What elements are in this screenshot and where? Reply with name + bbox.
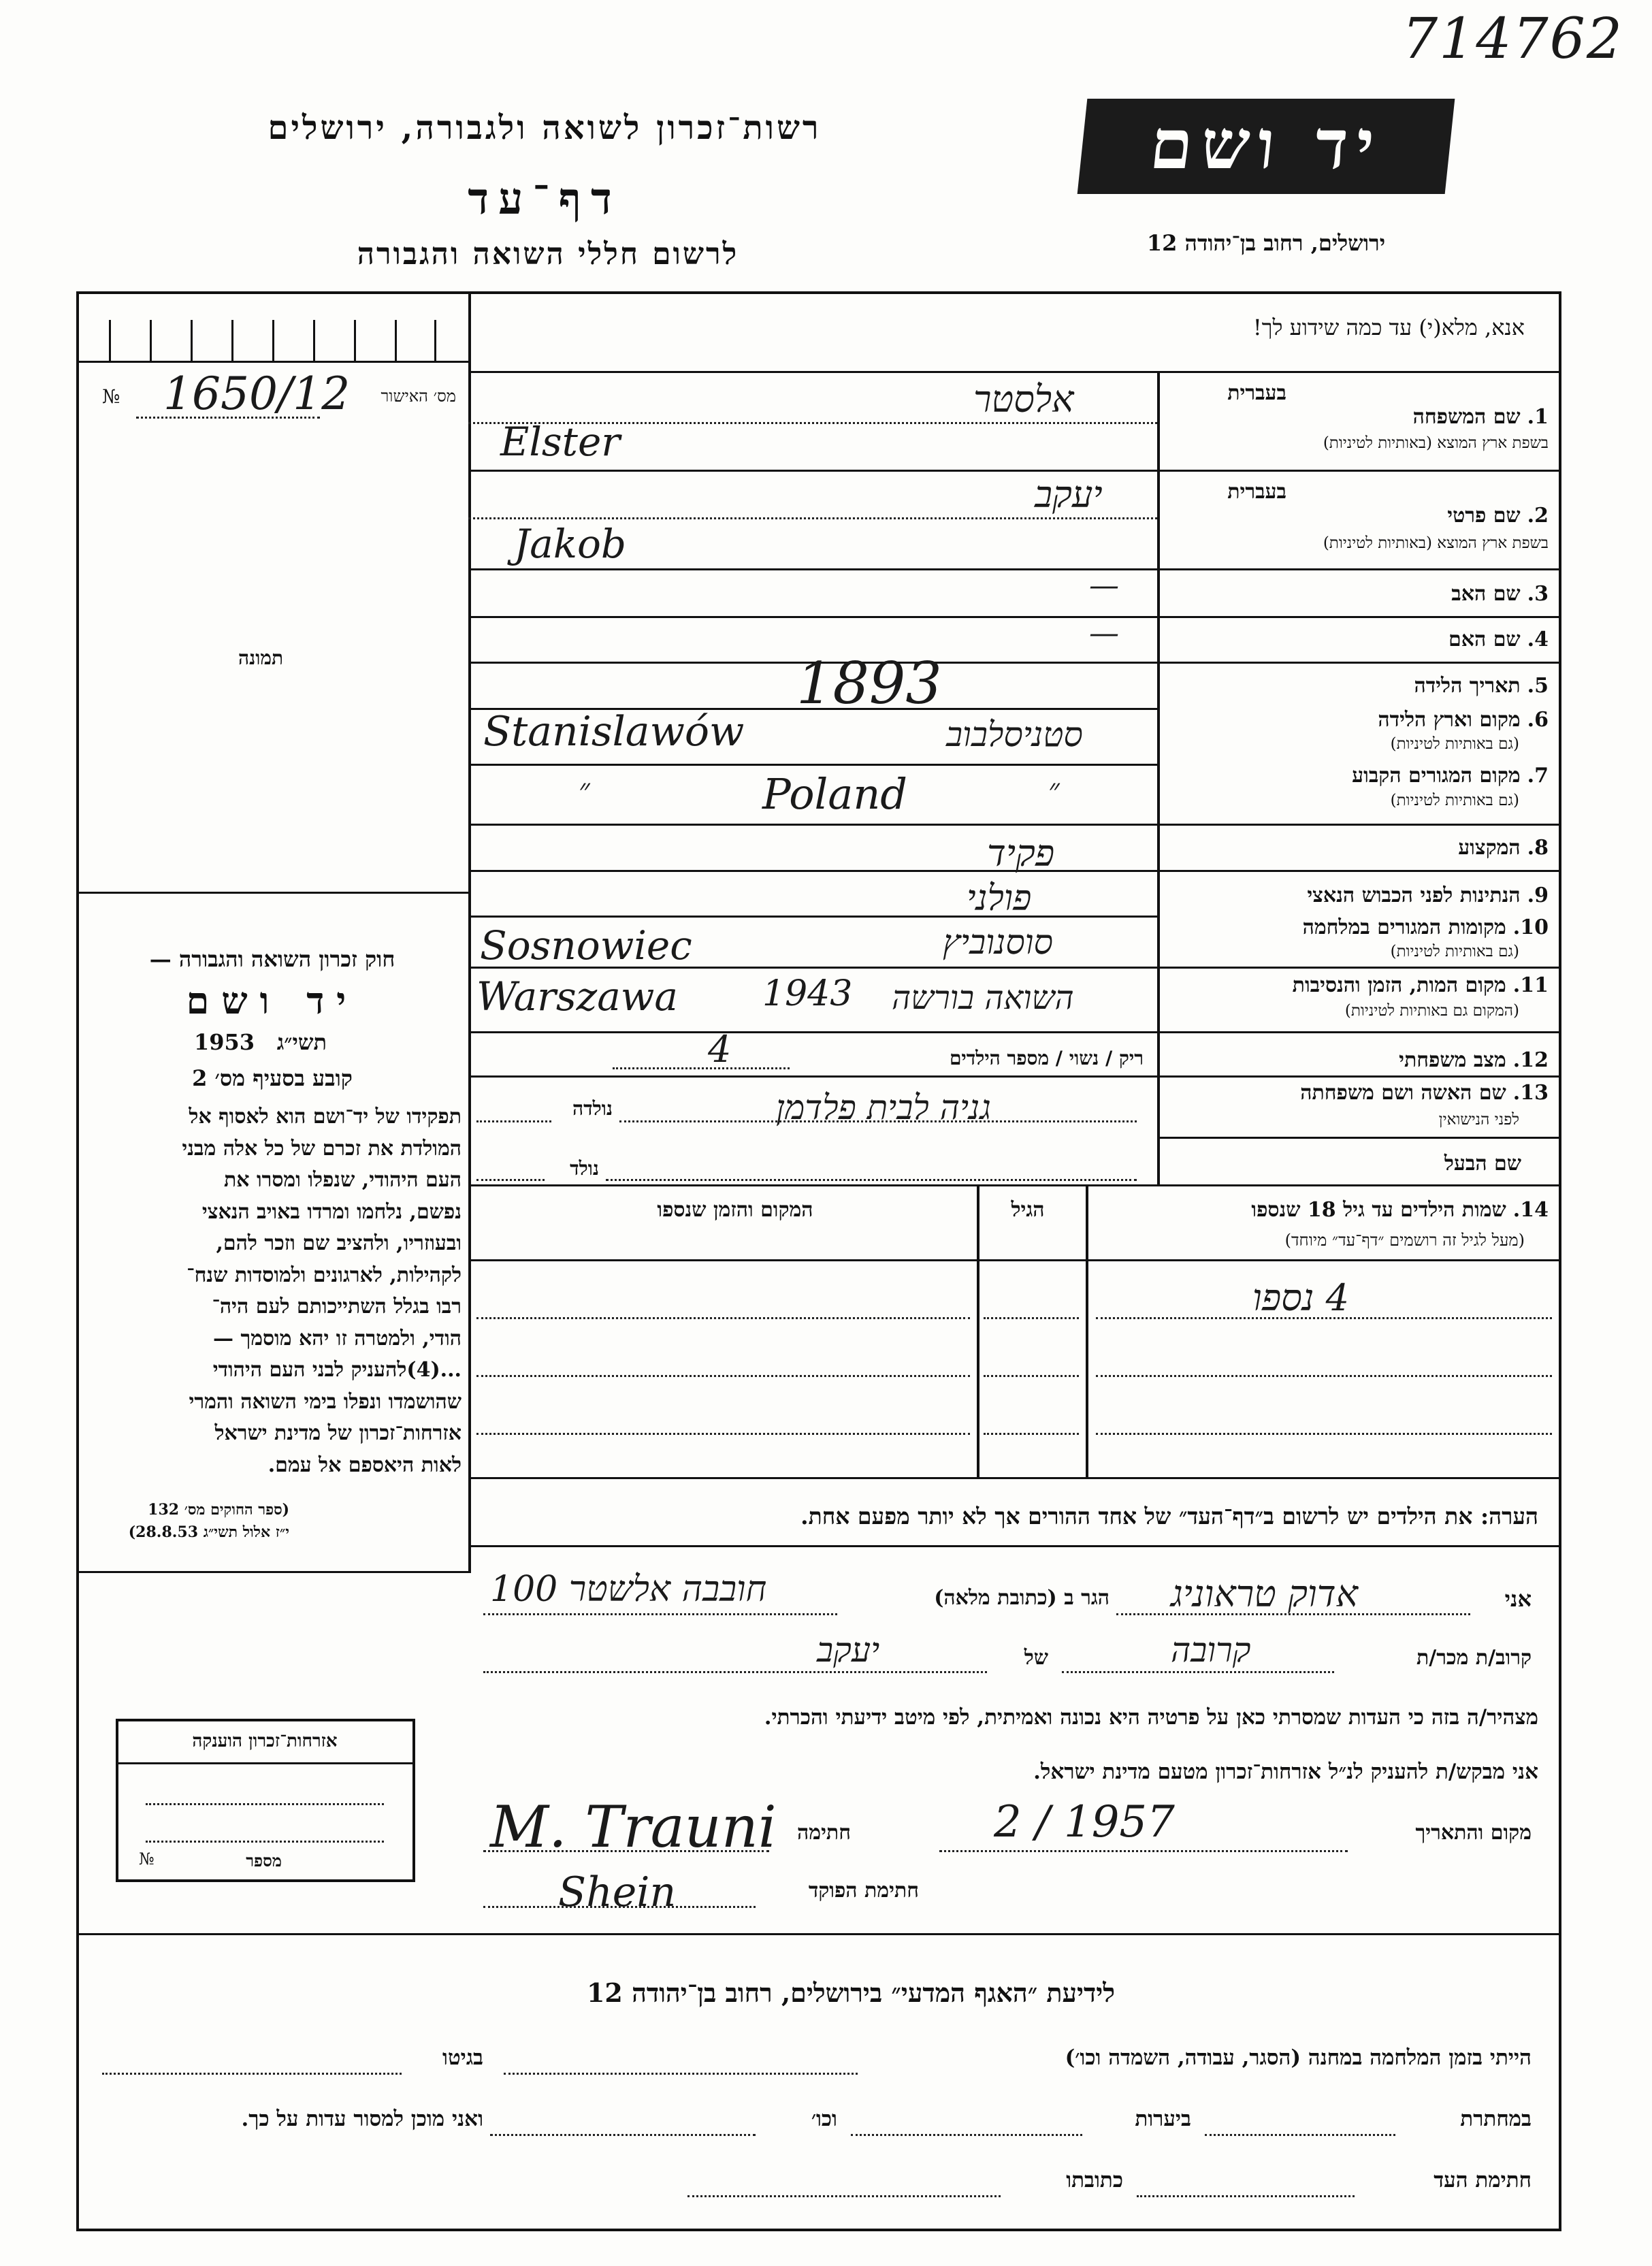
field-2-sub: בשפת ארץ המוצא (באותיות לטיניות)	[1323, 534, 1549, 552]
relation-value: קרובה	[1171, 1630, 1251, 1670]
footer-line2-forests: ביערות	[1135, 2107, 1191, 2131]
field-11-label: 11.מקום המות, הזמן והנסיבות	[1292, 973, 1549, 997]
relation-label: קרוב/ת מכר/ת	[1416, 1646, 1532, 1670]
children-header-place: המקום והזמן שנספו	[657, 1198, 813, 1222]
children-entry: 4 נספו	[1252, 1276, 1349, 1319]
of-label: של	[1024, 1646, 1048, 1670]
footer-line1-ghetto: בגיטו	[442, 2045, 483, 2070]
footer-title: לידיעת ״האגף המדעי״ בירושלים, רחוב בן־יהודה 12	[586, 1977, 1116, 2008]
declaration-date: 2 / 1957	[994, 1797, 1175, 1847]
field-1-lang: בעברית	[1227, 381, 1286, 405]
wife-name-value: גניה לבית פלדמן	[776, 1088, 991, 1127]
field-10-sub: (גם באותיות לטיניות)	[1390, 943, 1519, 960]
certificate-box-number-label: מספר	[246, 1851, 282, 1871]
request-text: אני מבקש/ת להעניק לנ״ל אזרחות־זכרון מטעם מדינת ישראל.	[1033, 1760, 1538, 1784]
footer-line2-testimony: ואני מוכן למסור עדות על כך.	[241, 2107, 483, 2131]
field-3-label: 3.שם האב	[1451, 582, 1549, 606]
footer-line3-address: כתובתו	[1066, 2168, 1123, 2192]
field-2-label: 2.שם פרטי	[1447, 504, 1549, 528]
tick-row	[109, 320, 436, 361]
declarant-ani-label: אני	[1504, 1586, 1532, 1612]
field-10-label: 10.מקומות המגורים במלחמה	[1302, 916, 1549, 939]
wife-born-label: נולדה	[572, 1097, 613, 1120]
intro-text: אנא, מלא(י) עד כמה שידוע לך!	[1252, 314, 1525, 340]
residence-mark-left: ״	[579, 773, 590, 807]
father-name-value: —	[1089, 568, 1119, 603]
residence-mark-right: ״	[1048, 773, 1060, 807]
field-1-sub: בשפת ארץ המוצא (באותיות לטיניות)	[1323, 434, 1549, 452]
form-subtitle: לרשום חללי השואה והגבורה	[357, 237, 739, 272]
approval-prefix: №	[102, 385, 120, 408]
field-1-label: 1.שם המשפחה	[1412, 405, 1549, 429]
officer-signature: Shein	[558, 1868, 677, 1916]
law-year-heb: תשי״ג	[276, 1029, 327, 1055]
declaration-text: מצהיר/ה בזה כי העדות שמסרתי כאן על פרטיה היא נכונה ואמיתית, לפי מיטב ידיעתי והכרתי.	[764, 1705, 1538, 1730]
birth-place-hebrew: סטניסלבוב	[946, 715, 1083, 754]
yad-vashem-logo	[1078, 99, 1455, 194]
children-count-value: 4	[708, 1028, 732, 1071]
children-header-age: הגיל	[1011, 1198, 1045, 1222]
wartime-residence-latin: Sosnowiec	[480, 922, 692, 969]
mother-name-value: —	[1089, 616, 1119, 651]
field-6-label: 6.מקום וארץ הלידה	[1378, 708, 1549, 732]
logo-text: יד ושם	[1146, 104, 1387, 184]
law-name: יד ושם	[186, 979, 359, 1022]
archive-number: 714762	[1402, 7, 1624, 71]
birth-date-value: 1893	[796, 650, 942, 717]
of-value: יעקב	[817, 1630, 880, 1670]
declarant-name: אדוק טראוניג	[1171, 1572, 1359, 1615]
children-header-note: (מעל לגיל זה רושמים ״דף־עד״ מיוחד)	[1284, 1231, 1525, 1250]
officer-label: חתימת הפוקד	[808, 1879, 919, 1903]
marital-options: ריק / נשוי / מספר הילדים	[949, 1047, 1144, 1069]
wartime-residence-hebrew: סוסנוביץ	[943, 922, 1053, 962]
field-7-sub: (גם באותיות לטיניות)	[1390, 792, 1519, 809]
header-address: ירושלים, רחוב בן־יהודה 12	[1146, 230, 1386, 256]
certificate-box-title: אזרחות־זכרון הוענקה	[192, 1731, 338, 1751]
approval-number: 1650/12	[163, 368, 351, 420]
residence-latin: Poland	[762, 769, 907, 819]
footer-line2-etc: וכו׳	[811, 2107, 837, 2131]
field-12-label: 12.מצב משפחתי	[1399, 1048, 1549, 1072]
photo-label: תמונה	[238, 647, 284, 669]
declarant-signature: M. Trauni	[490, 1794, 777, 1860]
family-name-latin: Elster	[500, 419, 621, 465]
children-note: הערה: את הילדים יש לרשום ב״דף־העד״ של אחד ההורים אך לא יותר מפעם אחת.	[800, 1503, 1538, 1529]
field-9-label: 9.הנתינות לפני הכבוש הנאצי	[1307, 884, 1549, 907]
law-year: 1953	[194, 1029, 255, 1055]
field-4-label: 4.שם האם	[1448, 628, 1549, 651]
signature-label: חתימה	[797, 1821, 851, 1845]
law-title: חוק זכרון השואה והגבורה —	[149, 946, 395, 972]
children-header-name: 14.שמות הילדים עד גיל 18 שנספו	[1251, 1198, 1549, 1222]
declarant-address: חובבה אלשטר 100	[490, 1569, 767, 1610]
field-8-label: 8.המקצוע	[1458, 836, 1549, 860]
birth-place-latin: Stanislawów	[483, 708, 745, 756]
footer-line2-underground: במחתרת	[1460, 2107, 1532, 2131]
gazette-date: י״ז אלול תשי״ג 28.8.53)	[128, 1523, 289, 1541]
form-title: דף־עד	[468, 174, 621, 225]
field-7-label: 7.מקום המגורים הקבוע	[1352, 764, 1549, 788]
field-husband-label: שם הבעל	[1444, 1152, 1521, 1176]
institution-name: רשות־זכרון לשואה ולגבורה, ירושלים	[268, 109, 822, 147]
citizenship-value: פולני	[967, 878, 1032, 919]
husband-born-label: נולד	[570, 1157, 599, 1180]
field-6-sub: (גם באותיות לטיניות)	[1390, 735, 1519, 753]
approval-label: מס׳ האישור	[380, 387, 456, 406]
footer-line1-camp: הייתי בזמן המלחמה במחנה (הסגר, עבודה, השמדה וכו׳)	[1065, 2045, 1532, 2070]
death-year: 1943	[762, 973, 853, 1014]
first-name-hebrew: יעקב	[1035, 473, 1103, 516]
declarant-address-label: הגר ב (כתובת מלאה)	[934, 1586, 1110, 1610]
law-clause: קובע בסעיף מס׳ 2	[192, 1065, 353, 1091]
field-2-lang: בעברית	[1227, 480, 1286, 504]
left-column-divider	[468, 291, 471, 1571]
gazette-ref: (ספר החוקים מס׳ 132	[148, 1501, 289, 1519]
law-text: תפקידו של יד־ושם הוא לאסוף אל המולדת את זכרם של כל אלה מבני העם היהודי, שנפלו ומסרו את נפשם, נלחמו ומרדו באויב הנאצי ובעוזריו, ולהציב שם וזכר להם, לקהילות, לארגונים ולמוסדות שנח־ רבו בגלל השתייכותם לעם היה־ הודי, ולמטרה זו יהא מוסמך — ...(4)להעניק לבני העם היהודי שהושמדו ונפלו בימי השואה והמרי אזרחות־זכרון של מדינת ישראל לאות היאספם אל עמם.	[182, 1105, 461, 1477]
label-column-divider	[1157, 371, 1160, 1184]
death-place-latin: Warszawa	[476, 973, 679, 1020]
footer-line3-signature: חתימת העד	[1434, 2168, 1532, 2192]
place-date-label: מקום והתאריך	[1415, 1821, 1532, 1845]
certificate-box-prefix: №	[139, 1849, 155, 1868]
field-5-label: 5.תאריך הלידה	[1414, 674, 1549, 698]
field-11-sub: (המקום גם באותיות לטיניות)	[1344, 1002, 1519, 1020]
profession-value: פקיד	[987, 832, 1055, 875]
death-circumstances: השואה בורשה	[892, 979, 1074, 1017]
certificate-box	[116, 1719, 415, 1882]
field-13-label: 13.שם האשה ושם משפחתה	[1300, 1081, 1549, 1105]
first-name-latin: Jakob	[514, 521, 627, 567]
field-13-sub: לפני הנישואין	[1438, 1111, 1519, 1129]
family-name-hebrew: אלסטר	[973, 378, 1074, 421]
